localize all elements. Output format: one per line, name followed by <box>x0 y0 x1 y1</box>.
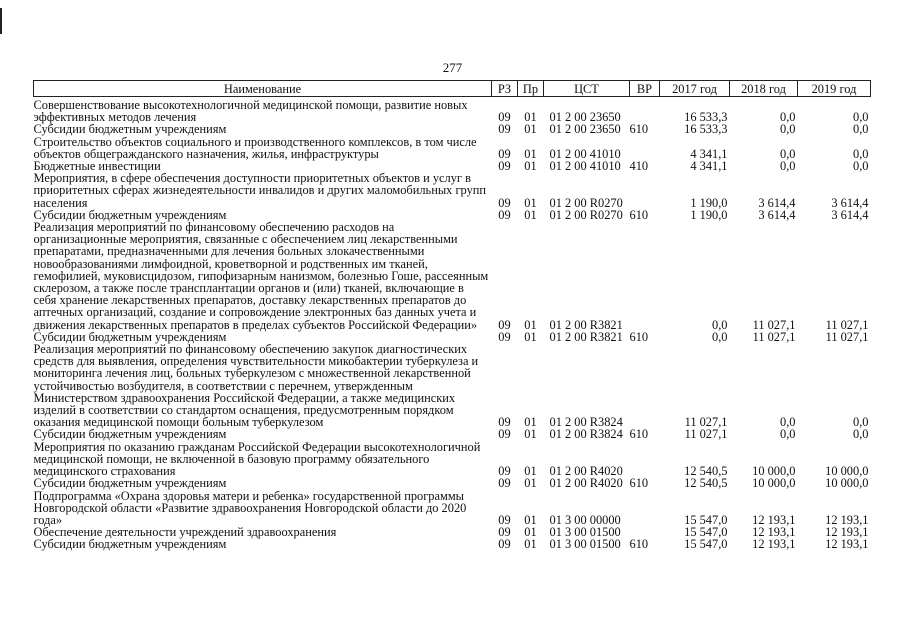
row-cst-cell: 01 2 00 R3824 <box>549 415 623 430</box>
row-2019-cell: 0,0 <box>853 159 869 174</box>
budget-table <box>33 80 871 551</box>
row-2019-cell: 12 193,1 <box>825 512 869 527</box>
row-rz-cell: 09 <box>498 159 511 174</box>
row-2018-cell: 0,0 <box>780 159 796 174</box>
row-pr-cell: 01 <box>524 415 537 430</box>
row-2018-cell: 12 193,1 <box>752 512 796 527</box>
row-rz-cell: 09 <box>498 122 511 137</box>
row-name-cell: Субсидии бюджетным учреждениям <box>33 207 227 222</box>
table-row <box>34 477 871 489</box>
row-2018-cell: 0,0 <box>780 146 796 161</box>
row-rz-cell: 09 <box>498 512 511 527</box>
row-name-cell: Совершенствование высокотехнологичной медицинской помощи, развитие новых эффективных методов лечения <box>33 98 468 125</box>
row-pr-cell: 01 <box>524 207 537 222</box>
row-2017-cell: 12 540,5 <box>684 464 728 479</box>
row-2017-cell: 12 540,5 <box>684 476 728 491</box>
row-name-cell: Субсидии бюджетным учреждениям <box>33 427 227 442</box>
row-name-cell: Мероприятия по оказанию гражданам Российской Федерации высокотехнологичной медицинской помощи, не включенной в базовую программу обязательного медицинского страхования <box>33 439 481 479</box>
row-cst-cell: 01 2 00 23650 <box>549 110 621 125</box>
column-header-2019: 2019 год <box>798 81 871 97</box>
row-rz-cell: 09 <box>498 329 511 344</box>
row-2018-cell: 10 000,0 <box>752 464 796 479</box>
row-2018-cell: 11 027,1 <box>752 329 796 344</box>
row-vr-cell: 610 <box>629 476 649 491</box>
row-name-cell: Реализация мероприятий по финансовому обеспечению расходов на организационные мероприятия, связанные с обеспечением лиц лекарственными препаратами, предназначенными для лечения больных злокачественными новообразованиями лимфоидной, кроветворной и родственных им тканей, гемофилией, муковисцидозом, гипофизарным нанизмом, болезнью Гоше, рассеянным склерозом, а также после трансплантации органов и (или) тканей, включающие в себя хранение лекарственных препаратов, доставку лекарственных препаратов до аптечных организаций, создание и сопровождение электронных баз данных учета и движения лекарственных препаратов в пределах субъектов Российской Федерации» <box>33 220 489 332</box>
row-2019-cell: 11 027,1 <box>825 329 869 344</box>
row-rz-cell: 09 <box>498 146 511 161</box>
row-2017-cell: 15 547,0 <box>684 537 728 552</box>
row-2019-cell: 0,0 <box>853 415 869 430</box>
row-name-cell: Обеспечение деятельности учреждений здравоохранения <box>33 525 337 540</box>
table-row <box>34 136 871 160</box>
row-name-cell: Бюджетные инвестиции <box>33 159 161 174</box>
row-2018-cell: 3 614,4 <box>758 195 796 210</box>
row-cst-cell: 01 2 00 R4020 <box>549 464 623 479</box>
row-pr-cell: 01 <box>524 110 537 125</box>
row-rz-cell: 09 <box>498 537 511 552</box>
row-pr-cell: 01 <box>524 159 537 174</box>
row-2018-cell: 12 193,1 <box>752 537 796 552</box>
table-row <box>34 441 871 478</box>
row-2018-cell: 0,0 <box>780 415 796 430</box>
column-header-2018: 2018 год <box>730 81 798 97</box>
column-header-rz: РЗ <box>492 81 518 97</box>
row-2017-cell: 4 341,1 <box>690 159 728 174</box>
row-2018-cell: 12 193,1 <box>752 525 796 540</box>
row-2017-cell: 16 533,3 <box>684 122 728 137</box>
row-cst-cell: 01 2 00 23650 <box>549 122 621 137</box>
row-name-cell: Строительство объектов социального и производственного комплексов, в том числе объектов общегражданского назначения, жилья, инфраструктуры <box>33 134 477 161</box>
column-header-2017: 2017 год <box>660 81 730 97</box>
row-2017-cell: 16 533,3 <box>684 110 728 125</box>
row-rz-cell: 09 <box>498 525 511 540</box>
row-vr-cell <box>630 97 660 124</box>
row-vr-cell <box>630 136 660 160</box>
row-2019-cell: 0,0 <box>853 427 869 442</box>
row-pr-cell: 01 <box>524 464 537 479</box>
row-2018-cell: 10 000,0 <box>752 476 796 491</box>
row-vr-cell: 610 <box>629 122 649 137</box>
column-header-cst: ЦСТ <box>544 81 630 97</box>
row-cst-cell: 01 3 00 01500 <box>549 525 621 540</box>
row-vr-cell: 610 <box>629 207 649 222</box>
table-row <box>34 172 871 209</box>
row-vr-cell: 610 <box>629 329 649 344</box>
row-cst-cell: 01 2 00 R4020 <box>549 476 623 491</box>
row-2018-cell: 0,0 <box>780 427 796 442</box>
row-2019-cell: 10 000,0 <box>825 476 869 491</box>
row-pr-cell: 01 <box>524 512 537 527</box>
row-2019-cell: 12 193,1 <box>825 525 869 540</box>
row-vr-cell: 610 <box>629 537 649 552</box>
row-pr-cell: 01 <box>524 427 537 442</box>
page-number: 277 <box>442 60 463 75</box>
row-2018-cell: 3 614,4 <box>758 207 796 222</box>
row-cst-cell: 01 2 00 41010 <box>549 159 621 174</box>
row-vr-cell: 410 <box>629 159 649 174</box>
row-rz-cell: 09 <box>498 415 511 430</box>
column-header-name: Наименование <box>34 81 492 97</box>
row-2019-cell: 10 000,0 <box>825 464 869 479</box>
row-2019-cell: 12 193,1 <box>825 537 869 552</box>
row-2019-cell: 11 027,1 <box>825 317 869 332</box>
row-name-cell: Субсидии бюджетным учреждениям <box>33 329 227 344</box>
row-name-cell: Субсидии бюджетным учреждениям <box>33 122 227 137</box>
row-rz-cell: 09 <box>498 476 511 491</box>
table-header-row <box>34 81 871 97</box>
table-row <box>34 343 871 428</box>
row-name-cell: Субсидии бюджетным учреждениям <box>33 476 227 491</box>
row-name-cell: Реализация мероприятий по финансовому обеспечению закупок диагностических средств для выявления, определения чувствительности микобактерии туберкулеза и мониторинга лечения лиц, больных туберкулезом с множественной лекарственной устойчивостью возбудителя, в соответствии с перечнем, утвержденным Министерством здравоохранения Российской Федерации, а также медицинских изделий в соответствии со стандартом оснащения, предусмотренным порядком оказания медицинской помощи больным туберкулезом <box>33 342 479 430</box>
row-pr-cell: 01 <box>524 537 537 552</box>
row-vr-cell <box>630 441 660 478</box>
row-name-cell: Мероприятия, в сфере обеспечения доступности приоритетных объектов и услуг в приоритетных сферах жизнедеятельности инвалидов и других маломобильных групп населения <box>33 171 487 210</box>
row-2017-cell: 0,0 <box>712 317 728 332</box>
row-vr-cell: 610 <box>629 427 649 442</box>
table-row <box>34 490 871 527</box>
row-pr-cell: 01 <box>524 329 537 344</box>
row-pr-cell: 01 <box>524 317 537 332</box>
row-cst-cell: 01 2 00 R0270 <box>549 195 623 210</box>
table-body <box>34 97 871 551</box>
row-vr-cell <box>630 221 660 331</box>
row-rz-cell: 09 <box>498 195 511 210</box>
column-header-vr: ВР <box>630 81 660 97</box>
row-2019-cell: 3 614,4 <box>831 195 869 210</box>
row-2018-cell: 0,0 <box>780 110 796 125</box>
column-header-pr: Пр <box>518 81 544 97</box>
row-cst-cell: 01 2 00 R3821 <box>549 317 623 332</box>
row-2019-cell: 3 614,4 <box>831 207 869 222</box>
row-pr-cell: 01 <box>524 122 537 137</box>
row-2017-cell: 0,0 <box>712 329 728 344</box>
row-name-cell: Подпрограмма «Охрана здоровья матери и ребенка» государственной программы Новгородской области «Развитие здравоохранения Новгородской области до 2020 года» <box>33 488 467 527</box>
row-2017-cell: 11 027,1 <box>684 415 728 430</box>
row-2018-cell: 11 027,1 <box>752 317 796 332</box>
row-2017-cell: 15 547,0 <box>684 525 728 540</box>
row-vr-cell <box>630 490 660 527</box>
row-2018-cell: 0,0 <box>780 122 796 137</box>
row-2017-cell: 11 027,1 <box>684 427 728 442</box>
row-pr-cell: 01 <box>524 476 537 491</box>
row-rz-cell: 09 <box>498 464 511 479</box>
row-rz-cell: 09 <box>498 317 511 332</box>
row-2019-cell: 0,0 <box>853 146 869 161</box>
table-row <box>34 123 871 135</box>
row-pr-cell: 01 <box>524 525 537 540</box>
table-row <box>34 428 871 440</box>
row-cst-cell: 01 3 00 00000 <box>549 512 621 527</box>
row-2017-cell: 1 190,0 <box>690 207 728 222</box>
row-cst-cell: 01 2 00 41010 <box>549 146 621 161</box>
row-2017-cell: 1 190,0 <box>690 195 728 210</box>
row-vr-cell <box>630 343 660 428</box>
table-row <box>34 221 871 331</box>
table-row <box>34 97 871 124</box>
page-edge-mark <box>0 8 2 34</box>
row-cst-cell: 01 2 00 R3821 <box>549 329 623 344</box>
row-name-cell: Субсидии бюджетным учреждениям <box>33 537 227 552</box>
row-rz-cell: 09 <box>498 207 511 222</box>
table-row <box>34 538 871 550</box>
row-2017-cell: 15 547,0 <box>684 512 728 527</box>
row-rz-cell: 09 <box>498 110 511 125</box>
row-cst-cell: 01 2 00 R0270 <box>549 207 623 222</box>
row-2019-cell: 0,0 <box>853 122 869 137</box>
row-pr-cell: 01 <box>524 146 537 161</box>
row-cst-cell: 01 2 00 R3824 <box>549 427 623 442</box>
row-vr-cell <box>630 172 660 209</box>
row-2019-cell: 0,0 <box>853 110 869 125</box>
row-cst-cell: 01 3 00 01500 <box>549 537 621 552</box>
row-2017-cell: 4 341,1 <box>690 146 728 161</box>
row-pr-cell: 01 <box>524 195 537 210</box>
row-rz-cell: 09 <box>498 427 511 442</box>
